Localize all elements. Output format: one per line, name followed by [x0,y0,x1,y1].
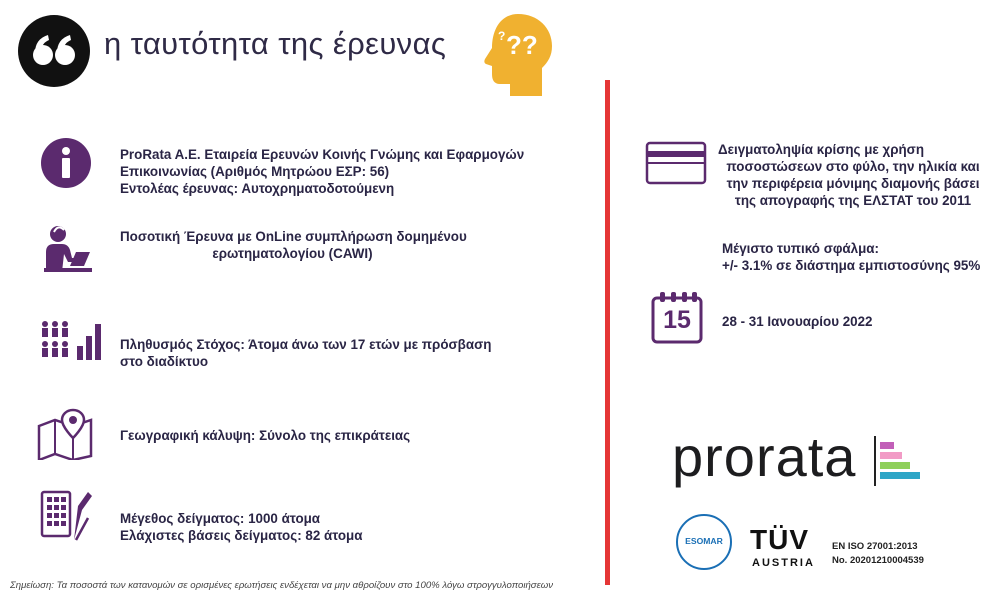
sample-size-info: Μέγεθος δείγματος: 1000 άτομα Ελάχιστες βάσεις δείγματος: 82 άτομα [120,511,363,543]
population-chart-icon [40,318,102,362]
target-population-info: Πληθυσμός Στόχος: Άτομα άνω των 17 ετών με πρόσβαση στο διαδίκτυο [120,337,492,369]
card-icon [645,141,707,185]
footnote: Σημείωση: Τα ποσοστά των κατανομών σε ορισμένες ερωτήσεις ενδέχεται να μην αθροίζουν στο 100% λόγω στρογγυλοποιήσεων [10,580,554,591]
page-title: η ταυτότητα της έρευνας [104,26,447,61]
head-question-icon [480,10,558,100]
iso-certificate: EN ISO 27001:2013 No. 20201210004539 [832,541,924,566]
sampling-info: Δειγματοληψία κρίσης με χρήση ποσοστώσεων στο φύλο, την ηλικία και την περιφέρεια μόνιμης διαμονής βάσει της απογραφής της ΕΛΣΤΑΤ του 2011 [718,142,980,208]
organization-info: ProRata A.E. Εταιρεία Ερευνών Κοινής Γνώμης και Εφαρμογών Επικοινωνίας (Αριθμός Μητρώου ΕΣΡ: 56) Εντολέας έρευνας: Αυτοχρηματοδοτούμενη [120,147,525,196]
coverage-info: Γεωγραφική κάλυψη: Σύνολο της επικράτειας [120,428,411,443]
tuv-logo: TÜV [750,524,809,555]
svg-text:?: ? [498,29,506,43]
logo-stripes-icon [880,440,924,482]
date-info: 28 - 31 Ιανουαρίου 2022 [722,314,873,329]
esomar-label: ESOMAR [685,536,723,546]
column-divider [605,80,610,585]
tuv-austria-label: AUSTRIA [752,557,815,569]
sample-grid-icon [40,488,96,544]
info-icon [40,137,92,189]
calendar-day: 15 [663,306,691,334]
calendar-icon [650,290,704,344]
prorata-logo: prorata [672,425,857,488]
error-info: Μέγιστο τυπικό σφάλμα: +/- 3.1% σε διάστημα εμπιστοσύνης 95% [722,241,981,273]
svg-text:??: ?? [506,30,538,60]
quote-icon [18,15,90,87]
map-pin-icon [37,408,93,460]
person-laptop-icon [40,222,96,274]
logo-separator [874,436,876,486]
method-info: Ποσοτική Έρευνα με OnLine συμπλήρωση δομημένου ερωτηματολογίου (CAWI) [120,229,467,261]
